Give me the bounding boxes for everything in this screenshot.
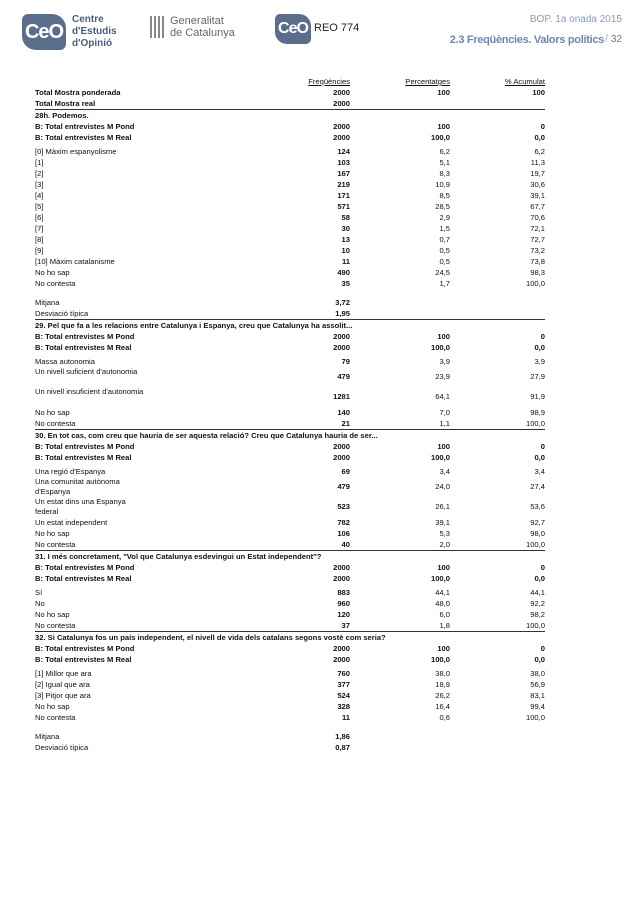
row-label: [1] (35, 158, 44, 167)
table-row (35, 668, 545, 679)
row-pct: 1,7 (439, 279, 450, 288)
table-row (35, 234, 545, 245)
table-row (35, 367, 545, 387)
row-freq: 2000 (333, 99, 350, 108)
spacer (35, 723, 545, 731)
row-freq: 782 (337, 518, 350, 527)
row-label: B: Total entrevistes M Real (35, 655, 132, 664)
row-acum: 100 (532, 88, 545, 97)
row-freq: 2000 (333, 644, 350, 653)
row-freq: 11 (341, 257, 350, 266)
row-freq: 2000 (333, 442, 350, 451)
row-freq: 883 (337, 588, 350, 597)
row-acum: 70,6 (530, 213, 545, 222)
ceo-logo-small: CeO (275, 14, 311, 44)
table-row (35, 245, 545, 256)
row-freq: 571 (337, 202, 350, 211)
row-pct: 10,9 (435, 180, 450, 189)
row-label: Desviació típica (35, 743, 89, 752)
ceo-name-line: Centre (72, 14, 104, 25)
row-freq: 21 (341, 419, 350, 428)
spacer (35, 289, 545, 297)
row-acum: 67,7 (530, 202, 545, 211)
row-label: No ho sap (35, 268, 70, 277)
row-label: Total Mostra real (35, 99, 96, 108)
table-row (35, 146, 545, 157)
total-row (35, 87, 545, 98)
row-acum: 72,7 (530, 235, 545, 244)
row-freq: 0,87 (335, 743, 350, 752)
row-label: [8] (35, 235, 44, 244)
row-pct: 0,7 (439, 235, 450, 244)
table-row (35, 179, 545, 190)
row-label: [2] Igual que ara (35, 680, 90, 689)
row-freq: 11 (341, 713, 350, 722)
row-freq: 106 (337, 529, 350, 538)
table-row (35, 598, 545, 609)
question-title: 31. I més concretament, "Vol que Catalunya esdevingui un Estat independent"? (35, 550, 545, 562)
row-pct: 0,5 (439, 257, 450, 266)
row-pct: 2,9 (439, 213, 450, 222)
row-acum: 30,6 (530, 180, 545, 189)
row-label: [9] (35, 246, 44, 255)
row-pct: 100,0 (430, 453, 450, 462)
base-row (35, 121, 545, 132)
table-row (35, 477, 545, 497)
row-freq: 79 (341, 357, 350, 366)
row-acum: 19,7 (530, 169, 545, 178)
row-label: [1] Millor que ara (35, 669, 92, 678)
table-row (35, 407, 545, 418)
row-freq: 479 (337, 372, 350, 381)
row-acum: 27,9 (530, 372, 545, 381)
row-pct: 100,0 (430, 655, 450, 664)
row-label: B: Total entrevistes M Real (35, 574, 132, 583)
row-acum: 6,2 (534, 147, 545, 156)
row-acum: 0 (540, 442, 545, 451)
row-freq: 3,72 (335, 298, 350, 307)
row-acum: 27,4 (530, 482, 545, 491)
row-freq: 40 (341, 540, 350, 549)
table-row (35, 609, 545, 620)
row-pct: 100,0 (430, 343, 450, 352)
row-acum: 56,9 (530, 680, 545, 689)
row-label: B: Total entrevistes M Pond (35, 332, 135, 341)
row-acum: 38,0 (530, 669, 545, 678)
table-row (35, 528, 545, 539)
stat-row (35, 308, 545, 319)
base-row (35, 654, 545, 665)
row-pct: 1,8 (439, 621, 450, 630)
table-row (35, 539, 545, 550)
row-freq: 37 (341, 621, 350, 630)
gencat-name-line: Generalitat (170, 15, 224, 27)
row-label: B: Total entrevistes M Pond (35, 563, 135, 572)
row-pct: 6,0 (439, 610, 450, 619)
row-freq: 219 (337, 180, 350, 189)
table-row (35, 517, 545, 528)
row-label: Mitjana (35, 298, 60, 307)
row-freq: 524 (337, 691, 350, 700)
gencat-name (170, 15, 235, 39)
row-acum: 3,9 (534, 357, 545, 366)
row-acum: 83,1 (530, 691, 545, 700)
row-pct: 100 (437, 442, 450, 451)
question-title: 28h. Podemos. (35, 109, 545, 121)
column-header-pct: Percentatges (405, 77, 450, 86)
base-row (35, 643, 545, 654)
row-label: Un estat independent (35, 518, 108, 527)
row-label: B: Total entrevistes M Real (35, 343, 132, 352)
table-row (35, 168, 545, 179)
row-freq: 1,95 (335, 309, 350, 318)
row-freq: 2000 (333, 343, 350, 352)
table-row (35, 267, 545, 278)
row-label: B: Total entrevistes M Pond (35, 644, 135, 653)
row-freq: 124 (337, 147, 350, 156)
row-acum: 91,9 (530, 392, 545, 401)
row-pct: 26,1 (435, 502, 450, 511)
row-acum: 72,1 (530, 224, 545, 233)
row-acum: 98,0 (530, 529, 545, 538)
row-freq: 479 (337, 482, 350, 491)
row-label: B: Total entrevistes M Real (35, 133, 132, 142)
row-acum: 0 (540, 122, 545, 131)
table-row (35, 712, 545, 723)
row-pct: 0,6 (439, 713, 450, 722)
row-pct: 0,5 (439, 246, 450, 255)
row-label: No ho sap (35, 702, 70, 711)
gencat-name-line: de Catalunya (170, 27, 235, 39)
bop-title: BOP. 1a onada 2015 (529, 14, 622, 25)
row-pct: 100 (437, 332, 450, 341)
row-acum: 73,8 (530, 257, 545, 266)
row-acum: 0 (540, 563, 545, 572)
row-label: No ho sap (35, 529, 70, 538)
row-freq: 2000 (333, 332, 350, 341)
row-pct: 18,9 (435, 680, 450, 689)
row-freq: 523 (337, 502, 350, 511)
table-row (35, 497, 545, 517)
row-pct: 7,0 (439, 408, 450, 417)
row-pct: 44,1 (435, 588, 450, 597)
row-freq: 140 (337, 408, 350, 417)
row-acum: 0,0 (534, 574, 545, 583)
row-label: [6] (35, 213, 44, 222)
row-label: No contesta (35, 279, 76, 288)
row-freq: 1281 (333, 392, 350, 401)
row-pct: 1,5 (439, 224, 450, 233)
table-row (35, 201, 545, 212)
question-title: 32. Si Catalunya fos un país independent, el nivell de vida dels catalans segons vostè com seria? (35, 631, 545, 643)
row-pct: 100,0 (430, 133, 450, 142)
section-title: 2.3 Freqüències. Valors polítics (449, 34, 604, 46)
row-label: Mitjana (35, 732, 60, 741)
row-acum: 100,0 (525, 279, 545, 288)
frequency-table (35, 76, 545, 753)
row-freq: 2000 (333, 655, 350, 664)
table-row (35, 387, 545, 407)
row-acum: 100,0 (525, 713, 545, 722)
row-freq: 10 (341, 246, 350, 255)
row-label: B: Total entrevistes M Pond (35, 122, 135, 131)
row-pct: 28,5 (435, 202, 450, 211)
ceo-name (72, 14, 117, 50)
row-label: B: Total entrevistes M Real (35, 453, 132, 462)
row-label: B: Total entrevistes M Pond (35, 442, 135, 451)
stat-row (35, 731, 545, 742)
row-freq: 171 (337, 191, 350, 200)
table-row (35, 190, 545, 201)
table-row (35, 679, 545, 690)
ceo-name-line: d'Opinió (72, 38, 113, 49)
row-acum: 92,2 (530, 599, 545, 608)
row-freq: 120 (337, 610, 350, 619)
ceo-name-line: d'Estudis (72, 26, 117, 37)
table-row (35, 278, 545, 289)
row-acum: 0,0 (534, 343, 545, 352)
table-row (35, 212, 545, 223)
row-label: [10] Màxim catalanisme (35, 257, 115, 266)
page-number: 32 (610, 34, 622, 45)
row-acum: 0,0 (534, 133, 545, 142)
row-acum: 98,9 (530, 408, 545, 417)
table-row (35, 418, 545, 429)
row-acum: 39,1 (530, 191, 545, 200)
row-freq: 103 (337, 158, 350, 167)
row-acum: 92,7 (530, 518, 545, 527)
row-freq: 960 (337, 599, 350, 608)
row-acum: 3,4 (534, 467, 545, 476)
row-pct: 24,0 (435, 482, 450, 491)
row-acum: 0,0 (534, 453, 545, 462)
row-label: [7] (35, 224, 44, 233)
table-row (35, 587, 545, 598)
base-row (35, 441, 545, 452)
row-freq: 35 (341, 279, 350, 288)
base-row (35, 342, 545, 353)
row-pct: 8,5 (439, 191, 450, 200)
row-pct: 6,2 (439, 147, 450, 156)
row-label: Un nivell insuficient d'autonomia (35, 387, 144, 396)
row-freq: 2000 (333, 122, 350, 131)
table-row (35, 256, 545, 267)
row-label: No ho sap (35, 408, 70, 417)
row-freq: 2000 (333, 133, 350, 142)
row-acum: 100,0 (525, 540, 545, 549)
row-label: [5] (35, 202, 44, 211)
reo-code: REO 774 (314, 22, 360, 34)
table-row (35, 620, 545, 631)
row-pct: 16,4 (435, 702, 450, 711)
row-pct: 38,0 (435, 669, 450, 678)
stat-row (35, 742, 545, 753)
base-row (35, 452, 545, 463)
row-pct: 23,9 (435, 372, 450, 381)
row-label: [4] (35, 191, 44, 200)
gencat-emblem-icon (150, 16, 164, 38)
row-acum: 100,0 (525, 621, 545, 630)
table-row (35, 701, 545, 712)
row-acum: 0 (540, 332, 545, 341)
row-acum: 98,2 (530, 610, 545, 619)
row-pct: 100,0 (430, 574, 450, 583)
row-acum: 100,0 (525, 419, 545, 428)
row-freq: 377 (337, 680, 350, 689)
row-acum: 53,6 (530, 502, 545, 511)
row-freq: 69 (341, 467, 350, 476)
row-freq: 1,86 (335, 732, 350, 741)
question-title: 29. Pel que fa a les relacions entre Catalunya i Espanya, creu que Catalunya ha assolit... (35, 319, 545, 331)
row-freq: 58 (341, 213, 350, 222)
base-row (35, 562, 545, 573)
base-row (35, 331, 545, 342)
row-label: No ho sap (35, 610, 70, 619)
column-header-acum: % Acumulat (504, 77, 545, 86)
row-freq: 13 (341, 235, 350, 244)
column-header-freq: Freqüències (308, 77, 350, 86)
row-pct: 39,1 (435, 518, 450, 527)
row-label: [2] (35, 169, 44, 178)
row-acum: 11,3 (530, 158, 545, 167)
row-pct: 2,0 (439, 540, 450, 549)
row-freq: 2000 (333, 453, 350, 462)
row-pct: 1,1 (439, 419, 450, 428)
row-pct: 48,0 (435, 599, 450, 608)
row-label: Una comunitat autònoma d'Espanya (35, 477, 120, 496)
row-acum: 0,0 (534, 655, 545, 664)
row-label: [0] Màxim espanyolisme (35, 147, 117, 156)
total-row (35, 98, 545, 109)
row-pct: 26,2 (435, 691, 450, 700)
row-label: Un nivell suficient d'autonomia (35, 367, 138, 376)
page-separator: / (604, 33, 608, 45)
row-freq: 490 (337, 268, 350, 277)
table-row (35, 223, 545, 234)
row-label: No contesta (35, 419, 76, 428)
row-acum: 98,3 (530, 268, 545, 277)
row-label: [3] Pitjor que ara (35, 691, 91, 700)
row-pct: 8,3 (439, 169, 450, 178)
table-row (35, 690, 545, 701)
row-pct: 100 (437, 644, 450, 653)
row-pct: 64,1 (435, 392, 450, 401)
base-row (35, 132, 545, 143)
row-label: No (35, 599, 45, 608)
row-label: Massa autonomia (35, 357, 95, 366)
row-pct: 3,4 (439, 467, 450, 476)
row-label: Una regió d'Espanya (35, 467, 106, 476)
base-row (35, 573, 545, 584)
row-label: No contesta (35, 621, 76, 630)
row-freq: 2000 (333, 563, 350, 572)
stat-row (35, 297, 545, 308)
row-freq: 328 (337, 702, 350, 711)
row-label: Desviació típica (35, 309, 89, 318)
row-acum: 0 (540, 644, 545, 653)
row-label: No contesta (35, 540, 76, 549)
row-freq: 760 (337, 669, 350, 678)
row-label: Total Mostra ponderada (35, 88, 121, 97)
row-freq: 2000 (333, 88, 350, 97)
row-label: No contesta (35, 713, 76, 722)
row-acum: 44,1 (530, 588, 545, 597)
row-pct: 100 (437, 122, 450, 131)
row-pct: 3,9 (439, 357, 450, 366)
row-label: Sí (35, 588, 43, 597)
row-pct: 100 (437, 563, 450, 572)
column-header-row (35, 76, 545, 87)
row-pct: 24,5 (435, 268, 450, 277)
table-row (35, 157, 545, 168)
table-row (35, 466, 545, 477)
row-freq: 167 (337, 169, 350, 178)
table-row (35, 356, 545, 367)
row-pct: 5,1 (439, 158, 450, 167)
row-pct: 5,3 (439, 529, 450, 538)
row-acum: 73,2 (530, 246, 545, 255)
question-title: 30. En tot cas, com creu que hauria de ser aquesta relació? Creu que Catalunya hauria de ser... (35, 429, 545, 441)
row-pct: 100 (437, 88, 450, 97)
row-label: Un estat dins una Espanya federal (35, 497, 126, 516)
row-label: [3] (35, 180, 44, 189)
row-acum: 99,4 (530, 702, 545, 711)
row-freq: 30 (341, 224, 350, 233)
row-freq: 2000 (333, 574, 350, 583)
ceo-logo: CeO (22, 14, 66, 50)
